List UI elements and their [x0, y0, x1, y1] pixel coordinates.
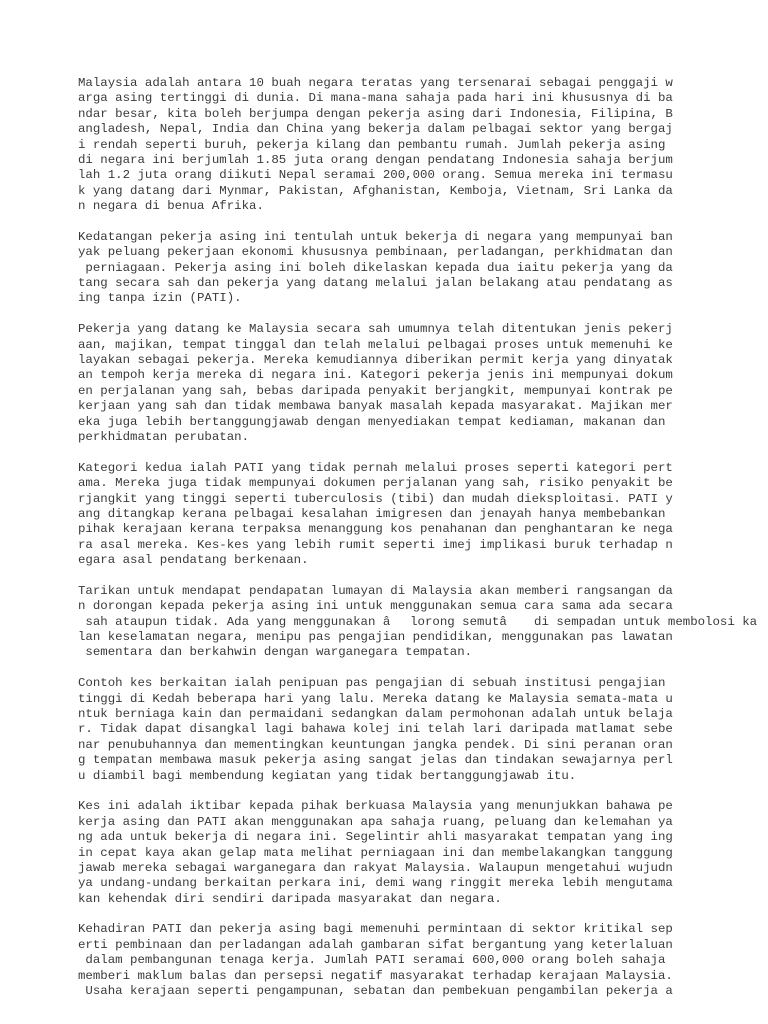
text-line: pihak kerajaan kerana terpaksa menanggung kos penahanan dan penghantaran ke nega — [78, 522, 673, 537]
text-line: in cepat kaya akan gelap mata melihat perniagaan ini dan membelakangkan tanggung — [78, 845, 673, 860]
text-line: kerjaan yang sah dan tidak membawa banyak masalah kepada masyarakat. Majikan mer — [78, 399, 673, 414]
text-line: lan keselamatan negara, menipu pas pengajian pendidikan, menggunakan pas lawatan — [78, 630, 673, 645]
text-line: Contoh kes berkaitan ialah penipuan pas pengajian di sebuah institusi pengajian — [78, 676, 666, 691]
text-line: rjangkit yang tinggi seperti tuberculosis (tibi) dan mudah dieksploitasi. PATI y — [78, 491, 673, 506]
text-line: Malaysia adalah antara 10 buah negara teratas yang tersenarai sebagai penggaji w — [78, 76, 673, 90]
text-line: egara asal pendatang berkenaan. — [78, 553, 309, 568]
text-line: r. Tidak dapat disangkal lagi bahawa kolej ini telah lari daripada matlamat sebe — [78, 722, 673, 737]
document-page — [78, 76, 768, 1015]
text-line: k yang datang dari Mynmar, Pakistan, Afghanistan, Kemboja, Vietnam, Sri Lanka da — [78, 183, 673, 198]
text-line: en perjalanan yang sah, bebas daripada penyakit berjangkit, mempunyai kontrak pe — [78, 383, 673, 398]
text-line: an tempoh kerja mereka di negara ini. Kategori pekerja jenis ini mempunyai dokum — [78, 368, 673, 383]
text-line: aan, majikan, tempat tinggal dan telah melalui pelbagai proses untuk memenuhi ke — [78, 337, 673, 352]
text-line: nar penubuhannya dan mementingkan keuntungan jangka pendek. Di sini peranan oran — [78, 737, 673, 752]
paragraph-5 — [78, 584, 768, 661]
text-line: angladesh, Nepal, India dan China yang bekerja dalam pelbagai sektor yang bergaj — [78, 122, 673, 137]
paragraph-8 — [78, 922, 768, 999]
paragraph-2 — [78, 230, 768, 307]
text-line: ya undang-undang berkaitan perkara ini, demi wang ringgit mereka lebih mengutama — [78, 876, 673, 891]
text-line: lah 1.2 juta orang diikuti Nepal seramai 200,000 orang. Semua mereka ini termasu — [78, 168, 673, 183]
paragraph-1 — [78, 76, 768, 215]
text-line: dalam pembangunan tenaga kerja. Jumlah PATI seramai 600,000 orang boleh sahaja — [78, 953, 666, 968]
text-line: Kes ini adalah iktibar kepada pihak berkuasa Malaysia yang menunjukkan bahawa pe — [78, 799, 673, 814]
text-line: ng ada untuk bekerja di negara ini. Segelintir ahli masyarakat tempatan yang ing — [78, 830, 673, 845]
text-line: perniagaan. Pekerja asing ini boleh dikelaskan kepada dua iaitu pekerja yang da — [78, 260, 673, 275]
text-line: Kehadiran PATI dan pekerja asing bagi memenuhi permintaan di sektor kritikal sep — [78, 922, 673, 937]
paragraph-6 — [78, 676, 768, 784]
text-line: sah ataupun tidak. Ada yang menggunakan âlorong semutâ di sempadan untuk membolosi ka — [78, 614, 758, 629]
text-line: arga asing tertinggi di dunia. Di mana-mana sahaja pada hari ini khususnya di ba — [78, 91, 673, 106]
text-line: u diambil bagi membendung kegiatan yang tidak bertanggungjawab itu. — [78, 768, 577, 783]
text-line: ang ditangkap kerana pelbagai kesalahan imigresen dan jenayah hanya membebankan — [78, 506, 666, 521]
text-line: ndar besar, kita boleh berjumpa dengan pekerja asing dari Indonesia, Filipina, B — [78, 106, 673, 121]
text-line: i rendah seperti buruh, pekerja kilang dan pembantu rumah. Jumlah pekerja asing — [78, 137, 666, 152]
text-line: erti pembinaan dan perladangan adalah gambaran sifat bergantung yang keterlaluan — [78, 937, 673, 952]
text-line: yak peluang pekerjaan ekonomi khususnya pembinaan, perladangan, perkhidmatan dan — [78, 245, 673, 260]
text-line: layakan sebagai pekerja. Mereka kemudiannya diberikan permit kerja yang dinyatak — [78, 353, 673, 368]
text-line: jawab mereka sebagai warganegara dan rakyat Malaysia. Walaupun mengetahui wujudn — [78, 860, 673, 875]
text-line: eka juga lebih bertanggungjawab dengan menyediakan tempat kediaman, makanan dan — [78, 414, 666, 429]
text-line: ntuk berniaga kain dan permaidani sedangkan dalam permohonan adalah untuk belaja — [78, 707, 673, 722]
text-line: Tarikan untuk mendapat pendapatan lumayan di Malaysia akan memberi rangsangan da — [78, 583, 673, 598]
text-line: Kategori kedua ialah PATI yang tidak pernah melalui proses seperti kategori pert — [78, 460, 673, 475]
text-line: sementara dan berkahwin dengan warganegara tempatan. — [78, 645, 473, 660]
text-line: n dorongan kepada pekerja asing ini untuk menggunakan semua cara sama ada secara — [78, 599, 673, 614]
text-line: di negara ini berjumlah 1.85 juta orang dengan pendatang Indonesia sahaja berjum — [78, 152, 673, 167]
text-line: n negara di benua Afrika. — [78, 199, 264, 214]
text-line: memberi maklum balas dan persepsi negatif masyarakat terhadap kerajaan Malaysia. — [78, 968, 673, 983]
text-line: Pekerja yang datang ke Malaysia secara sah umumnya telah ditentukan jenis pekerj — [78, 322, 673, 337]
paragraph-3 — [78, 322, 768, 445]
text-line: kerja asing dan PATI akan menggunakan apa sahaja ruang, peluang dan kelemahan ya — [78, 814, 673, 829]
text-line: Kedatangan pekerja asing ini tentulah untuk bekerja di negara yang mempunyai ban — [78, 229, 673, 244]
text-line: ra asal mereka. Kes-kes yang lebih rumit seperti imej implikasi buruk terhadap n — [78, 537, 673, 552]
paragraph-4 — [78, 461, 768, 569]
paragraph-7 — [78, 799, 768, 907]
text-line: kan kehendak diri sendiri daripada masyarakat dan negara. — [78, 891, 502, 906]
text-line: Usaha kerajaan seperti pengampunan, sebatan dan pembekuan pengambilan pekerja a — [78, 984, 673, 999]
text-line: perkhidmatan perubatan. — [78, 429, 250, 444]
text-line: ama. Mereka juga tidak mempunyai dokumen perjalanan yang sah, risiko penyakit be — [78, 476, 673, 491]
text-line: ing tanpa izin (PATI). — [78, 291, 242, 306]
text-line: tang secara sah dan pekerja yang datang melalui jalan belakang atau pendatang as — [78, 276, 673, 291]
text-line: g tempatan membawa masuk pekerja asing sangat jelas dan tindakan sewajarnya perl — [78, 753, 673, 768]
text-line: tinggi di Kedah beberapa hari yang lalu. Mereka datang ke Malaysia semata-mata u — [78, 691, 673, 706]
